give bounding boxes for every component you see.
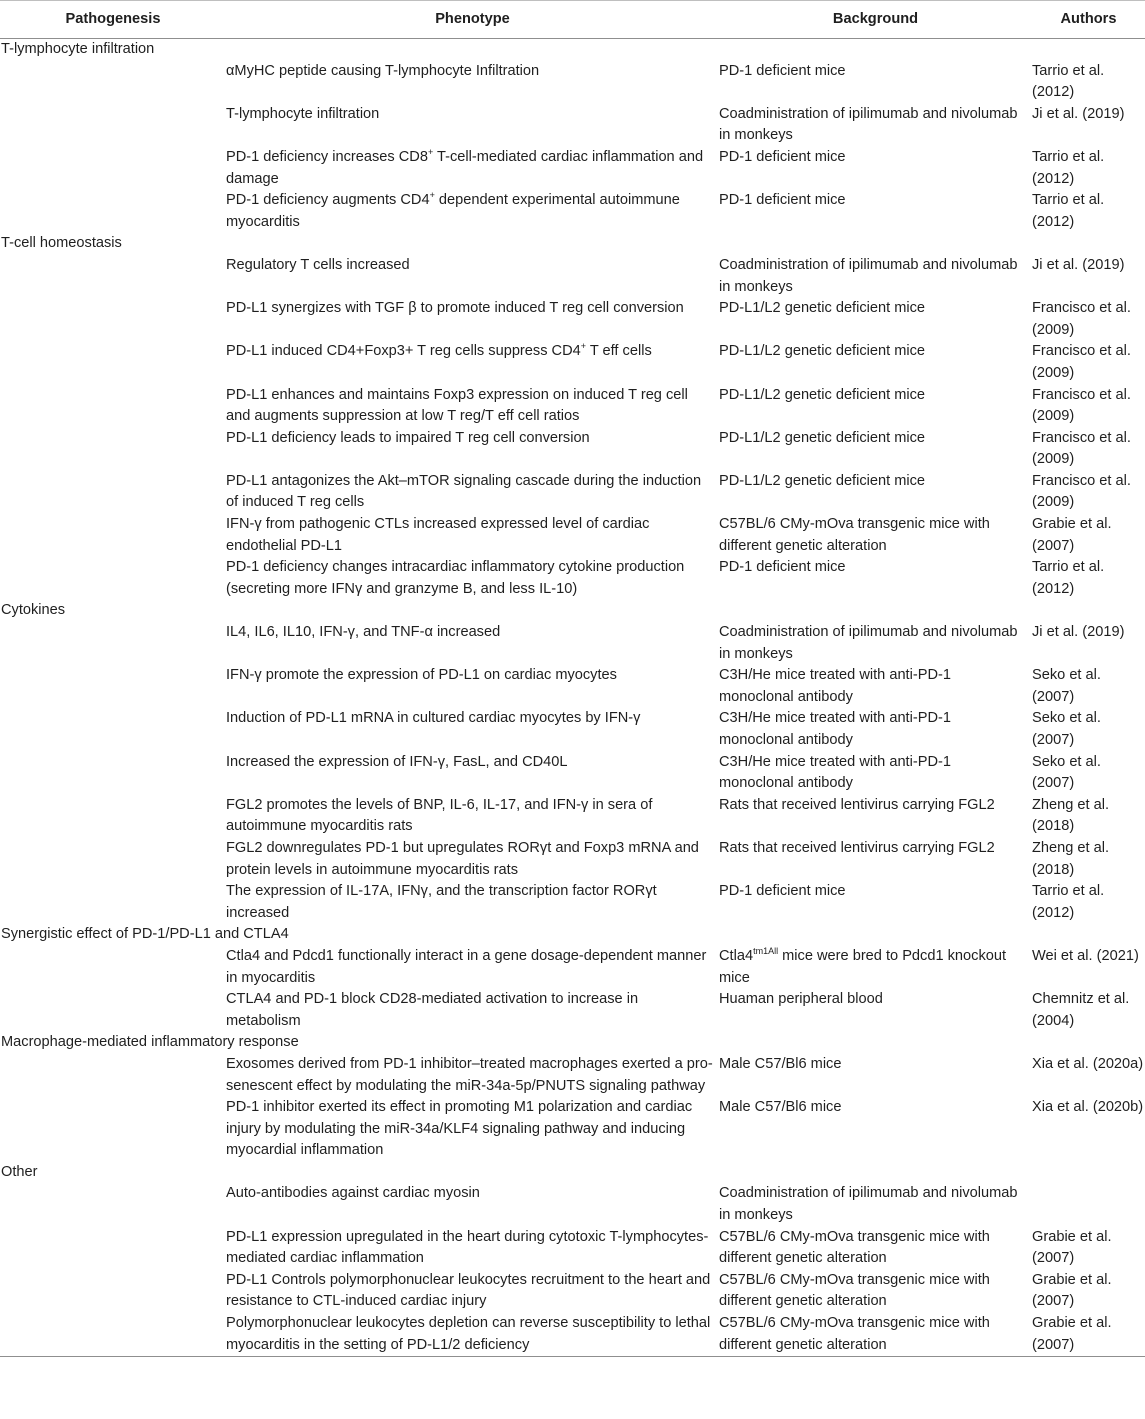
authors-cell: Tarrio et al. (2012) <box>1032 148 1105 187</box>
text-fragment: T eff cells <box>586 343 652 360</box>
phenotype-cell: IFN-γ from pathogenic CTLs increased expressed level of cardiac endothelial PD-L1 <box>226 516 650 554</box>
authors-cell: Ji et al. (2019) <box>1032 105 1125 122</box>
table-row <box>0 471 1145 514</box>
table-body <box>0 39 1145 1357</box>
authors-cell: Tarrio et al. (2012) <box>1032 192 1105 230</box>
authors-cell: Francisco et al. (2009) <box>1032 300 1131 338</box>
phenotype-cell: Increased the expression of IFN-γ, FasL, and CD40L <box>226 753 568 770</box>
background-cell: PD-1 deficient mice <box>719 559 846 576</box>
background-cell: C57BL/6 CMy-mOva transgenic mice with different genetic alteration <box>719 1271 990 1310</box>
table-row <box>0 385 1145 428</box>
phenotype-cell: αMyHC peptide causing T-lymphocyte Infiltration <box>226 62 540 79</box>
background-cell: PD-L1/L2 genetic deficient mice <box>719 472 926 489</box>
authors-cell: Tarrio et al. (2012) <box>1032 62 1105 101</box>
authors-cell: Chemnitz et al. (2004) <box>1032 991 1130 1029</box>
phenotype-cell: Ctla4 and Pdcd1 functionally interact in a gene dosage-dependent manner in myocarditis <box>226 947 707 986</box>
phenotype-cell <box>226 341 719 384</box>
authors-cell: Zheng et al. (2018) <box>1032 839 1110 878</box>
phenotype-cell: T-lymphocyte infiltration <box>226 105 380 122</box>
text-fragment: mice were bred to Pdcd1 knockout mice <box>719 947 1007 986</box>
pathogenesis-cell <box>0 1097 226 1162</box>
table-row <box>0 1227 1145 1270</box>
pathogenesis-cell <box>0 298 226 341</box>
superscript: + <box>427 146 434 157</box>
pathogenesis-cell <box>0 838 226 881</box>
authors-cell: Francisco et al. (2009) <box>1032 472 1131 511</box>
pathogenesis-cell <box>0 147 226 190</box>
authors-cell: Wei et al. (2021) <box>1032 947 1139 964</box>
pathogenesis-cell <box>0 665 226 708</box>
category-row <box>0 600 1145 622</box>
background-cell: PD-L1/L2 genetic deficient mice <box>719 429 926 446</box>
phenotype-cell: PD-L1 synergizes with TGF β to promote induced T reg cell conversion <box>226 300 684 317</box>
authors-cell: Seko et al. (2007) <box>1032 753 1101 792</box>
background-cell: PD-1 deficient mice <box>719 192 846 209</box>
background-cell: Male C57/Bl6 mice <box>719 1099 842 1116</box>
text-fragment: PD-L1 induced CD4+Foxp3+ T reg cells suppress CD4 <box>226 343 581 360</box>
table-row <box>0 1054 1145 1097</box>
authors-cell: Xia et al. (2020a) <box>1032 1055 1144 1072</box>
table-row <box>0 514 1145 557</box>
table-row <box>0 428 1145 471</box>
table-row <box>0 622 1145 665</box>
phenotype-cell: IL4, IL6, IL10, IFN-γ, and TNF-α increased <box>226 624 501 641</box>
phenotype-cell: PD-L1 deficiency leads to impaired T reg cell conversion <box>226 429 590 446</box>
table-header <box>0 1 1145 39</box>
background-cell: Coadministration of ipilimumab and nivolumab in monkeys <box>719 624 1018 662</box>
background-cell: Huaman peripheral blood <box>719 991 883 1008</box>
pathogenesis-cell <box>0 622 226 665</box>
background-cell: PD-L1/L2 genetic deficient mice <box>719 300 926 317</box>
pathogenesis-cell <box>0 1227 226 1270</box>
category-row <box>0 39 1145 61</box>
pathogenesis-cell <box>0 190 226 233</box>
authors-cell: Ji et al. (2019) <box>1032 256 1125 273</box>
pathogenesis-cell <box>0 471 226 514</box>
authors-cell: Grabie et al. (2007) <box>1032 516 1112 554</box>
table-row <box>0 147 1145 190</box>
background-cell: C57BL/6 CMy-mOva transgenic mice with different genetic alteration <box>719 1228 990 1267</box>
phenotype-cell: Auto-antibodies against cardiac myosin <box>226 1185 480 1202</box>
pathogenesis-cell <box>0 61 226 104</box>
table-row <box>0 989 1145 1032</box>
background-cell: PD-1 deficient mice <box>719 148 846 165</box>
table-row <box>0 341 1145 384</box>
pathogenesis-cell <box>0 752 226 795</box>
background-cell: Coadministration of ipilimumab and nivolumab in monkeys <box>719 256 1018 295</box>
background-cell <box>719 946 1032 989</box>
background-cell: C57BL/6 CMy-mOva transgenic mice with different genetic alteration <box>719 516 990 554</box>
phenotype-cell: Induction of PD-L1 mRNA in cultured cardiac myocytes by IFN-γ <box>226 710 641 727</box>
category-row <box>0 924 1145 946</box>
phenotype-cell: CTLA4 and PD-1 block CD28-mediated activation to increase in metabolism <box>226 991 639 1029</box>
phenotype-cell: FGL2 promotes the levels of BNP, IL-6, IL-17, and IFN-γ in sera of autoimmune myocarditis rats <box>226 796 653 835</box>
table-row <box>0 795 1145 838</box>
text-fragment: PD-1 deficiency increases CD8 <box>226 148 428 165</box>
table-row <box>0 104 1145 147</box>
superscript: + <box>429 190 435 201</box>
authors-cell: Grabie et al. (2007) <box>1032 1228 1112 1267</box>
category-row <box>0 1162 1145 1184</box>
phenotype-cell: PD-L1 Controls polymorphonuclear leukocytes recruitment to the heart and resistance to CTL-induced cardiac injury <box>226 1271 711 1310</box>
background-cell: Rats that received lentivirus carrying FGL2 <box>719 839 995 856</box>
header-pathogenesis: Pathogenesis <box>0 1 226 39</box>
header-phenotype: Phenotype <box>226 1 719 39</box>
phenotype-cell: PD-L1 antagonizes the Akt–mTOR signaling cascade during the induction of induced T reg cells <box>226 472 702 511</box>
pathogenesis-cell <box>0 708 226 751</box>
category-label: T-cell homeostasis <box>1 235 122 252</box>
category-label: Macrophage-mediated inflammatory response <box>1 1034 299 1051</box>
authors-cell: Tarrio et al. (2012) <box>1032 883 1105 921</box>
header-background: Background <box>719 1 1032 39</box>
authors-cell: Grabie et al. (2007) <box>1032 1313 1145 1357</box>
background-cell: PD-1 deficient mice <box>719 883 846 900</box>
pathogenesis-cell <box>0 1183 226 1226</box>
phenotype-cell <box>226 190 719 233</box>
authors-cell: Xia et al. (2020b) <box>1032 1099 1144 1116</box>
authors-cell: Grabie et al. (2007) <box>1032 1271 1112 1310</box>
pathogenesis-cell <box>0 341 226 384</box>
pathogenesis-cell <box>0 946 226 989</box>
superscript: + <box>580 341 587 352</box>
background-cell: Male C57/Bl6 mice <box>719 1055 842 1072</box>
table-row <box>0 190 1145 233</box>
category-label: Synergistic effect of PD-1/PD-L1 and CTLA4 <box>1 926 289 943</box>
superscript: tm1All <box>753 945 779 956</box>
phenotype-cell: Regulatory T cells increased <box>226 256 410 273</box>
phenotype-cell: FGL2 downregulates PD-1 but upregulates RORγt and Foxp3 mRNA and protein levels in autoimmune myocarditis rats <box>226 839 699 878</box>
phenotype-cell: PD-1 inhibitor exerted its effect in promoting M1 polarization and cardiac injury by modulating the miR-34a/KLF4 signaling pathway and inducing myocardial inflammation <box>226 1099 693 1159</box>
category-label: T-lymphocyte infiltration <box>1 41 155 57</box>
phenotype-cell: PD-1 deficiency changes intracardiac inflammatory cytokine production (secreting more IFNγ and granzyme B, and less IL-10) <box>226 559 685 597</box>
text-fragment: PD-1 deficiency augments CD4 <box>226 192 430 209</box>
table-row <box>0 1313 1145 1357</box>
table-row <box>0 255 1145 298</box>
category-row <box>0 233 1145 255</box>
text-fragment: dependent experimental autoimmune myocarditis <box>226 192 680 230</box>
phenotype-cell: Polymorphonuclear leukocytes depletion can reverse susceptibility to lethal myocarditis in the setting of PD-L1/2 deficiency <box>226 1313 719 1357</box>
table-row <box>0 881 1145 924</box>
authors-cell: Tarrio et al. (2012) <box>1032 559 1105 597</box>
phenotype-cell: IFN-γ promote the expression of PD-L1 on cardiac myocytes <box>226 667 617 684</box>
table-row <box>0 1270 1145 1313</box>
background-cell: PD-1 deficient mice <box>719 62 846 79</box>
table-row <box>0 946 1145 989</box>
text-fragment: T-cell-mediated cardiac inflammation and damage <box>226 148 704 187</box>
authors-cell: Ji et al. (2019) <box>1032 624 1125 641</box>
phenotype-cell <box>226 147 719 190</box>
table-row <box>0 1097 1145 1162</box>
pathogenesis-cell <box>0 557 226 600</box>
pathogenesis-cell <box>0 795 226 838</box>
authors-cell: Francisco et al. (2009) <box>1032 386 1131 425</box>
category-label: Other <box>1 1163 38 1180</box>
table-row <box>0 557 1145 600</box>
authors-cell <box>1032 1183 1145 1226</box>
authors-cell: Seko et al. (2007) <box>1032 667 1101 705</box>
pathogenesis-cell <box>0 104 226 147</box>
pathogenesis-cell <box>0 989 226 1032</box>
pathogenesis-cell <box>0 1054 226 1097</box>
pathogenesis-cell <box>0 881 226 924</box>
phenotype-cell: Exosomes derived from PD-1 inhibitor–treated macrophages exerted a pro-senescent effect by modulating the miR-34a-5p/PNUTS signaling pathway <box>226 1055 713 1094</box>
table-row <box>0 1183 1145 1226</box>
pathogenesis-cell <box>0 514 226 557</box>
background-cell: C57BL/6 CMy-mOva transgenic mice with different genetic alteration <box>719 1313 1032 1357</box>
category-row <box>0 1032 1145 1054</box>
authors-cell: Francisco et al. (2009) <box>1032 429 1131 468</box>
pathogenesis-cell <box>0 1313 226 1357</box>
phenotype-cell: The expression of IL-17A, IFNγ, and the transcription factor RORγt increased <box>226 883 657 921</box>
table-row <box>0 298 1145 341</box>
text-fragment: Ctla4 <box>719 947 754 964</box>
background-cell: PD-L1/L2 genetic deficient mice <box>719 386 926 403</box>
phenotype-cell: PD-L1 expression upregulated in the heart during cytotoxic T-lymphocytes-mediated cardiac inflammation <box>226 1228 709 1267</box>
background-cell: C3H/He mice treated with anti-PD-1 monoclonal antibody <box>719 667 951 705</box>
pathogenesis-cell <box>0 385 226 428</box>
background-cell: Coadministration of ipilimumab and nivolumab in monkeys <box>719 105 1018 144</box>
table-row <box>0 665 1145 708</box>
table-row <box>0 838 1145 881</box>
pathogenesis-cell <box>0 428 226 471</box>
table-row <box>0 708 1145 751</box>
table-row <box>0 61 1145 104</box>
header-authors: Authors <box>1032 1 1145 39</box>
background-cell: PD-L1/L2 genetic deficient mice <box>719 343 926 360</box>
pathogenesis-cell <box>0 255 226 298</box>
background-cell: C3H/He mice treated with anti-PD-1 monoclonal antibody <box>719 710 951 748</box>
table-row <box>0 752 1145 795</box>
phenotype-cell: PD-L1 enhances and maintains Foxp3 expression on induced T reg cell and augments suppression at low T reg/T eff cell ratios <box>226 386 688 425</box>
authors-cell: Seko et al. (2007) <box>1032 710 1101 748</box>
background-cell: Coadministration of ipilimumab and nivolumab in monkeys <box>719 1185 1018 1224</box>
category-label: Cytokines <box>1 602 66 619</box>
pathogenesis-cell <box>0 1270 226 1313</box>
authors-cell: Francisco et al. (2009) <box>1032 343 1131 381</box>
authors-cell: Zheng et al. (2018) <box>1032 796 1110 835</box>
background-cell: Rats that received lentivirus carrying FGL2 <box>719 796 995 813</box>
background-cell: C3H/He mice treated with anti-PD-1 monoclonal antibody <box>719 753 951 792</box>
